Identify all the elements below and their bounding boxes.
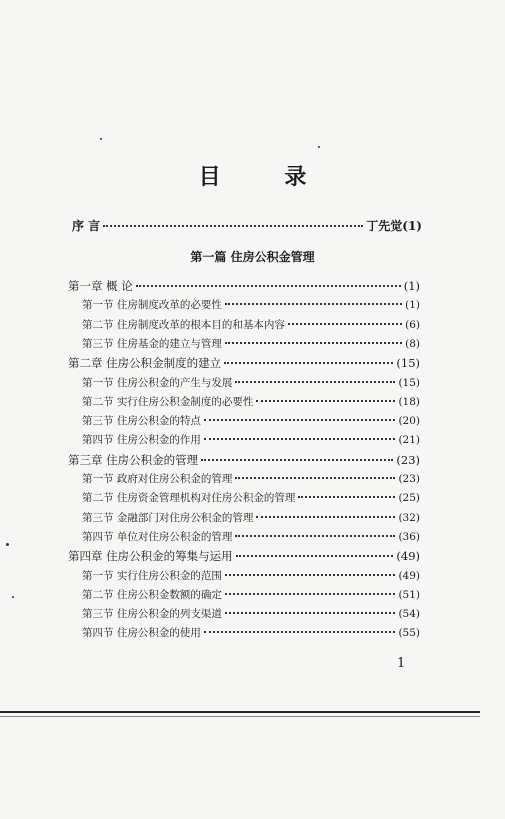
section-label: 第二节 住房公积金数额的确定 <box>82 588 222 601</box>
leader-dots <box>204 438 396 440</box>
leader-dots <box>204 631 396 633</box>
leader-dots <box>298 496 395 498</box>
leader-dots <box>136 285 401 287</box>
preface-entry <box>72 219 422 233</box>
section-entry <box>82 511 420 525</box>
section-label: 第一节 政府对住房公积金的管理 <box>82 473 233 485</box>
section-entry <box>82 337 420 351</box>
section-entry <box>82 414 420 428</box>
entry-page-number: (25) <box>398 492 420 505</box>
scan-speck <box>100 138 102 140</box>
section-entry <box>82 530 420 544</box>
section-entry <box>82 376 420 390</box>
entry-page-number: (18) <box>398 395 420 408</box>
chapter-entry <box>68 453 420 467</box>
entry-page-number: (15) <box>396 356 420 371</box>
leader-dots <box>225 574 396 576</box>
section-entry <box>82 588 420 602</box>
entry-page-number: (23) <box>398 473 420 485</box>
entry-page-number: (54) <box>398 608 420 621</box>
scan-speck <box>318 146 320 148</box>
preface-label: 序 言 <box>72 219 101 233</box>
section-entry <box>82 607 420 621</box>
bottom-rule-thin <box>0 716 480 717</box>
scan-speck <box>6 543 9 546</box>
section-label: 第二节 住房制度改革的根本目的和基本内容 <box>82 318 285 331</box>
leader-dots <box>288 323 402 325</box>
page-number: 1 <box>397 656 406 671</box>
leader-dots <box>235 381 395 383</box>
section-label: 第四节 住房公积金的作用 <box>82 434 201 447</box>
entry-page-number: (55) <box>398 627 420 640</box>
leader-dots <box>235 535 395 537</box>
section-label: 第四节 住房公积金的使用 <box>82 627 201 640</box>
entry-page-number: (23) <box>396 452 420 467</box>
leader-dots <box>256 516 395 518</box>
entry-page-number: (20) <box>398 415 420 428</box>
chapter-label: 第一章 概 论 <box>68 279 133 293</box>
entry-page-number: (1) <box>403 279 420 293</box>
entry-page-number: (1) <box>405 299 420 312</box>
section-label: 第二节 住房资金管理机构对住房公积金的管理 <box>82 492 296 505</box>
leader-dots <box>225 303 402 305</box>
entry-page-number: (51) <box>398 588 420 601</box>
chapter-entry <box>68 279 420 293</box>
section-label: 第三节 住房公积金的特点 <box>82 415 201 428</box>
entry-page-number: (15) <box>398 376 420 389</box>
leader-dots <box>225 342 402 344</box>
section-label: 第三节 金融部门对住房公积金的管理 <box>82 511 254 524</box>
section-label: 第三节 住房公积金的列支渠道 <box>82 608 222 621</box>
section-label: 第一节 住房制度改革的必要性 <box>82 299 222 312</box>
section-label: 第四节 单位对住房公积金的管理 <box>82 530 233 543</box>
leader-dots <box>201 459 393 461</box>
leader-dots <box>236 555 394 557</box>
leader-dots <box>256 400 395 402</box>
section-entry <box>82 298 420 312</box>
chapter-label: 第三章 住房公积金的管理 <box>68 452 199 467</box>
entry-page-number: (36) <box>398 530 420 543</box>
entry-page-number: (6) <box>405 318 420 331</box>
entry-page-number: (49) <box>398 569 420 582</box>
section-label: 第三节 住房基金的建立与管理 <box>82 337 222 350</box>
leader-dots <box>225 612 396 614</box>
part-title: 第一篇 住房公积金管理 <box>190 250 315 264</box>
leader-dots <box>235 477 395 479</box>
chapter-entry <box>68 549 420 563</box>
chapter-label: 第二章 住房公积金制度的建立 <box>68 356 222 371</box>
toc-title: 目 录 <box>198 164 335 190</box>
leader-dots <box>204 419 396 421</box>
entry-page-number: (8) <box>405 337 420 350</box>
section-entry <box>82 433 420 447</box>
entry-page-number: (49) <box>396 549 420 564</box>
section-label: 第二节 实行住房公积金制度的必要性 <box>82 395 254 408</box>
leader-dots <box>224 362 393 364</box>
section-entry <box>82 472 420 486</box>
section-entry <box>82 569 420 583</box>
section-entry <box>82 318 420 332</box>
chapter-entry <box>68 356 420 370</box>
section-entry <box>82 626 420 640</box>
section-entry <box>82 395 420 409</box>
leader-dots <box>225 593 396 595</box>
entry-page-number: (21) <box>398 434 420 447</box>
chapter-label: 第四章 住房公积金的筹集与运用 <box>68 549 233 564</box>
section-entry <box>82 491 420 505</box>
leader-dots <box>103 225 363 227</box>
section-label: 第一节 住房公积金的产生与发展 <box>82 376 233 389</box>
entry-page-number: (32) <box>398 511 420 524</box>
scan-speck <box>12 596 14 598</box>
section-label: 第一节 实行住房公积金的范围 <box>82 569 222 582</box>
bottom-rule <box>0 711 480 713</box>
preface-page: 丁先觉(1) <box>366 219 422 233</box>
